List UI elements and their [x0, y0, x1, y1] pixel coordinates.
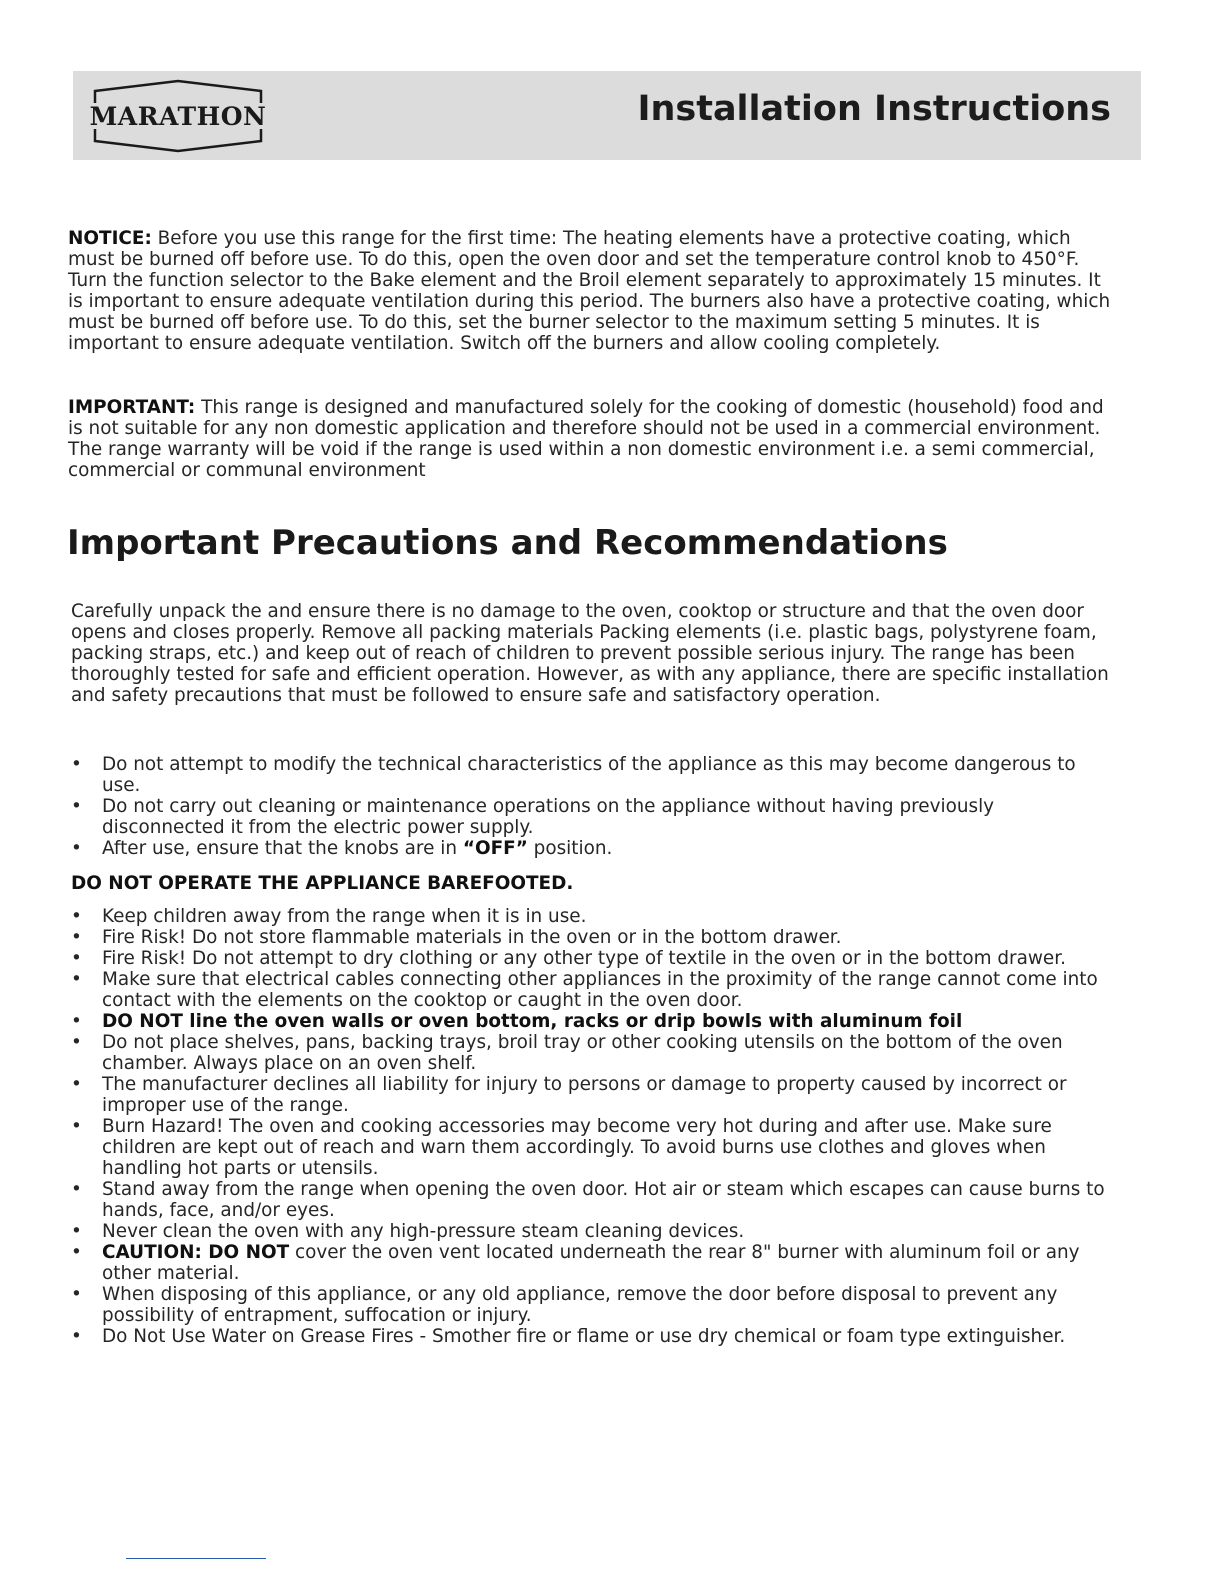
bullet-icon: • [71, 1116, 82, 1137]
page-title: Installation Instructions [637, 89, 1111, 129]
list-item: • The manufacturer declines all liability for injury to persons or damage to property caused by incorrect or improper use of the range. [71, 1074, 1067, 1116]
bullet-icon: • [71, 754, 82, 775]
list-item: • Do not attempt to modify the technical characteristics of the appliance as this may become dangerous to use. [71, 754, 1076, 796]
bullet-icon: • [71, 1242, 82, 1263]
bullet-icon: • [71, 1032, 82, 1053]
marathon-logo [83, 79, 273, 153]
footer-rule [126, 1558, 266, 1559]
list-item: • After use, ensure that the knobs are in “OFF” position. [71, 838, 613, 859]
intro-paragraph: Carefully unpack the and ensure there is no damage to the oven, cooktop or structure and that the oven door opens and closes properly. Remove all packing materials Packing elements (i.e. plastic bags, polystyrene foam, packing straps, etc.) and keep out of reach of children to prevent possible serious injury. The range has been thoroughly tested for safe and efficient operation. However, as with any appliance, there are specific installation and safety precautions that must be followed to ensure safe and satisfactory operation. [71, 601, 1109, 706]
list-item: • Do Not Use Water on Grease Fires - Smother fire or flame or use dry chemical or foam type extinguisher. [71, 1326, 1066, 1347]
important-paragraph [68, 397, 1113, 481]
bullet-icon: • [71, 1179, 82, 1200]
list-item: • When disposing of this appliance, or any old appliance, remove the door before disposal to prevent any possibility of entrapment, suffocation or injury. [71, 1284, 1058, 1326]
bullet-icon: • [71, 906, 82, 927]
bullet-icon: • [71, 969, 82, 990]
important-label: IMPORTANT: [68, 397, 196, 418]
list-item: • Stand away from the range when opening the oven door. Hot air or steam which escapes can cause burns to hands, face, and/or eyes. [71, 1179, 1105, 1221]
list-item: • Burn Hazard! The oven and cooking accessories may become very hot during and after use. Make sure children are kept out of reach and warn them accordingly. To avoid burns use clothes and gloves when handling hot parts or utensils. [71, 1116, 1052, 1179]
list-item: • Do not carry out cleaning or maintenance operations on the appliance without having previously disconnected it from the electric power supply. [71, 796, 995, 838]
list-item: • Do not place shelves, pans, backing trays, broil tray or other cooking utensils on the bottom of the oven chamber. Always place on an oven shelf. [71, 1032, 1063, 1074]
bullet-icon: • [71, 1074, 82, 1095]
bullet-icon: • [71, 1221, 82, 1242]
bullet-icon: • [71, 838, 82, 859]
bullet-icon: • [71, 796, 82, 817]
list-item: • CAUTION: DO NOT cover the oven vent located underneath the rear 8" burner with aluminum foil or any other material. [71, 1242, 1080, 1284]
notice-paragraph [68, 228, 1113, 354]
barefoot-warning: DO NOT OPERATE THE APPLIANCE BAREFOOTED. [71, 873, 574, 894]
list-item: • DO NOT line the oven walls or oven bottom, racks or drip bowls with aluminum foil [71, 1011, 963, 1032]
header-banner [73, 71, 1141, 160]
list-item: • Make sure that electrical cables connecting other appliances in the proximity of the range cannot come into contact with the elements on the cooktop or caught in the oven door. [71, 969, 1098, 1011]
list-item: • Never clean the oven with any high-pressure steam cleaning devices. [71, 1221, 745, 1242]
bullet-icon: • [71, 1284, 82, 1305]
precautions-list-b [71, 906, 1116, 1347]
important-text: This range is designed and manufactured solely for the cooking of domestic (household) food and is not suitable for any non domestic application and therefore should not be used in a commercial environment. The range warranty will be void if the range is used within a non domestic environment i.e. a semi commercial, commercial or communal environment [68, 397, 1104, 481]
list-item: • Keep children away from the range when it is in use. [71, 906, 587, 927]
bullet-icon: • [71, 927, 82, 948]
logo-wordmark: MARATHON [89, 101, 267, 131]
bullet-icon: • [71, 1011, 82, 1032]
precautions-list-a [71, 754, 1116, 859]
list-item: • Fire Risk! Do not store flammable materials in the oven or in the bottom drawer. [71, 927, 842, 948]
bullet-icon: • [71, 948, 82, 969]
list-item: • Fire Risk! Do not attempt to dry clothing or any other type of textile in the oven or in the bottom drawer. [71, 948, 1066, 969]
notice-text: Before you use this range for the first time: The heating elements have a protective coating, which must be burned off before use. To do this, open the oven door and set the temperature control knob to 450°F. Turn the function selector to the Bake element and the Broil element separately to approximately 15 minutes. It is important to ensure adequate ventilation during this period. The burners also have a protective coating, which must be burned off before use. To do this, set the burner selector to the maximum setting 5 minutes. It is important to ensure adequate ventilation. Switch off the burners and allow cooling completely. [68, 228, 1111, 354]
bullet-icon: • [71, 1326, 82, 1347]
section-heading: Important Precautions and Recommendations [67, 523, 948, 563]
notice-label: NOTICE: [68, 228, 152, 249]
